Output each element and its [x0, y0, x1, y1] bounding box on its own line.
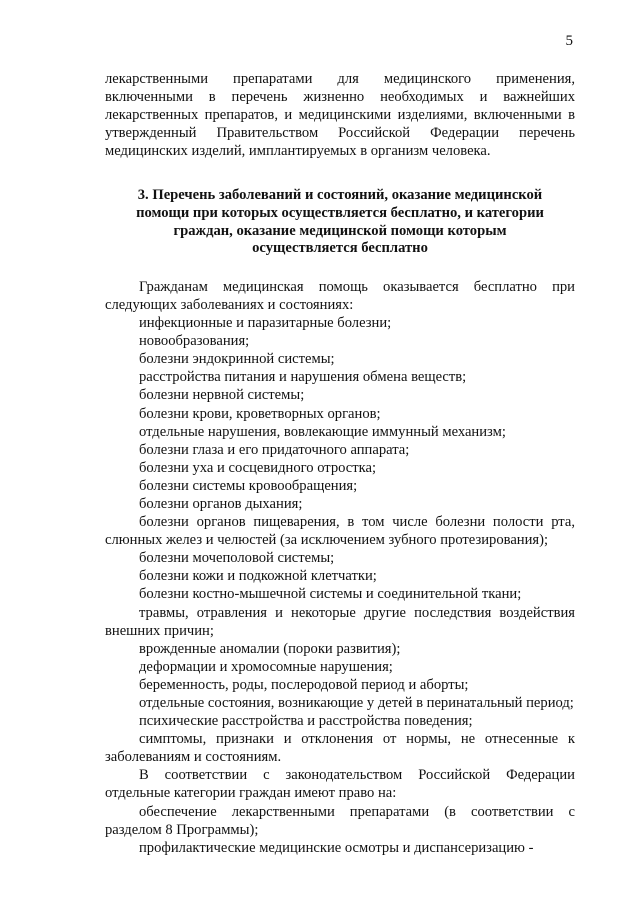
condition-item: врожденные аномалии (пороки развития);: [139, 640, 401, 657]
condition-item: болезни кожи и подкожной клетчатки;: [139, 568, 377, 585]
condition-item: болезни эндокринной системы;: [139, 351, 335, 368]
rights-item: профилактические медицинские осмотры и диспансеризацию -: [139, 839, 534, 856]
condition-item: болезни уха и сосцевидного отростка;: [139, 459, 377, 476]
section-heading-line: помощи при которых осуществляется бесплатно, и категории: [136, 205, 544, 222]
condition-item: отдельные состояния, возникающие у детей в перинатальный период;: [139, 695, 574, 711]
condition-item: болезни нервной системы;: [139, 387, 305, 404]
section-heading-line: 3. Перечень заболеваний и состояний, оказание медицинской: [137, 187, 543, 204]
condition-item: отдельные нарушения, вовлекающие иммунный механизм;: [139, 423, 506, 440]
section-heading: [105, 187, 575, 257]
page-number: 5: [565, 33, 573, 49]
condition-item: болезни глаза и его придаточного аппарата;: [139, 441, 410, 458]
condition-item: симптомы, признаки и отклонения от нормы, не отнесенные к заболеваниям и состояниям.: [105, 731, 575, 766]
rights-list: [105, 803, 575, 857]
section-heading-line: граждан, оказание медицинской помощи которым: [173, 222, 507, 239]
condition-item: инфекционные и паразитарные болезни;: [139, 315, 392, 332]
condition-item: новообразования;: [139, 333, 250, 350]
conditions-list: [105, 314, 575, 766]
condition-item: беременность, роды, послеродовой период и аборты;: [139, 676, 469, 693]
condition-item: болезни костно-мышечной системы и соединительной ткани;: [139, 586, 522, 603]
condition-item: расстройства питания и нарушения обмена веществ;: [139, 369, 467, 386]
intro-paragraph: лекарственными препаратами для медицинского применения, включенными в перечень жизненно необходимых и важнейших лекарственных препаратов, и медицинскими изделиями, включенными в утвержденный Правительством Российской Федерации перечень медицинских изделий, имплантируемых в организм человека.: [105, 71, 575, 160]
condition-item: психические расстройства и расстройства поведения;: [139, 713, 473, 730]
rights-item: обеспечение лекарственными препаратами (в соответствии с разделом 8 Программы);: [105, 803, 575, 838]
condition-item: болезни мочеполовой системы;: [139, 550, 335, 567]
page-content: [105, 70, 575, 857]
section-heading-line: осуществляется бесплатно: [252, 240, 428, 257]
lead-paragraph: Гражданам медицинская помощь оказывается бесплатно при следующих заболеваниях и состояниях:: [105, 278, 575, 313]
condition-item: болезни органов пищеварения, в том числе болезни полости рта, слюнных желез и челюстей (за исключением зубного протезирования);: [105, 514, 575, 549]
condition-item: болезни органов дыхания;: [139, 495, 303, 512]
condition-item: травмы, отравления и некоторые другие последствия воздействия внешних причин;: [105, 604, 575, 639]
condition-item: деформации и хромосомные нарушения;: [139, 658, 393, 675]
condition-item: болезни системы кровообращения;: [139, 477, 358, 494]
condition-item: болезни крови, кроветворных органов;: [139, 405, 381, 422]
rights-paragraph: В соответствии с законодательством Российской Федерации отдельные категории граждан имеют право на:: [105, 767, 575, 802]
